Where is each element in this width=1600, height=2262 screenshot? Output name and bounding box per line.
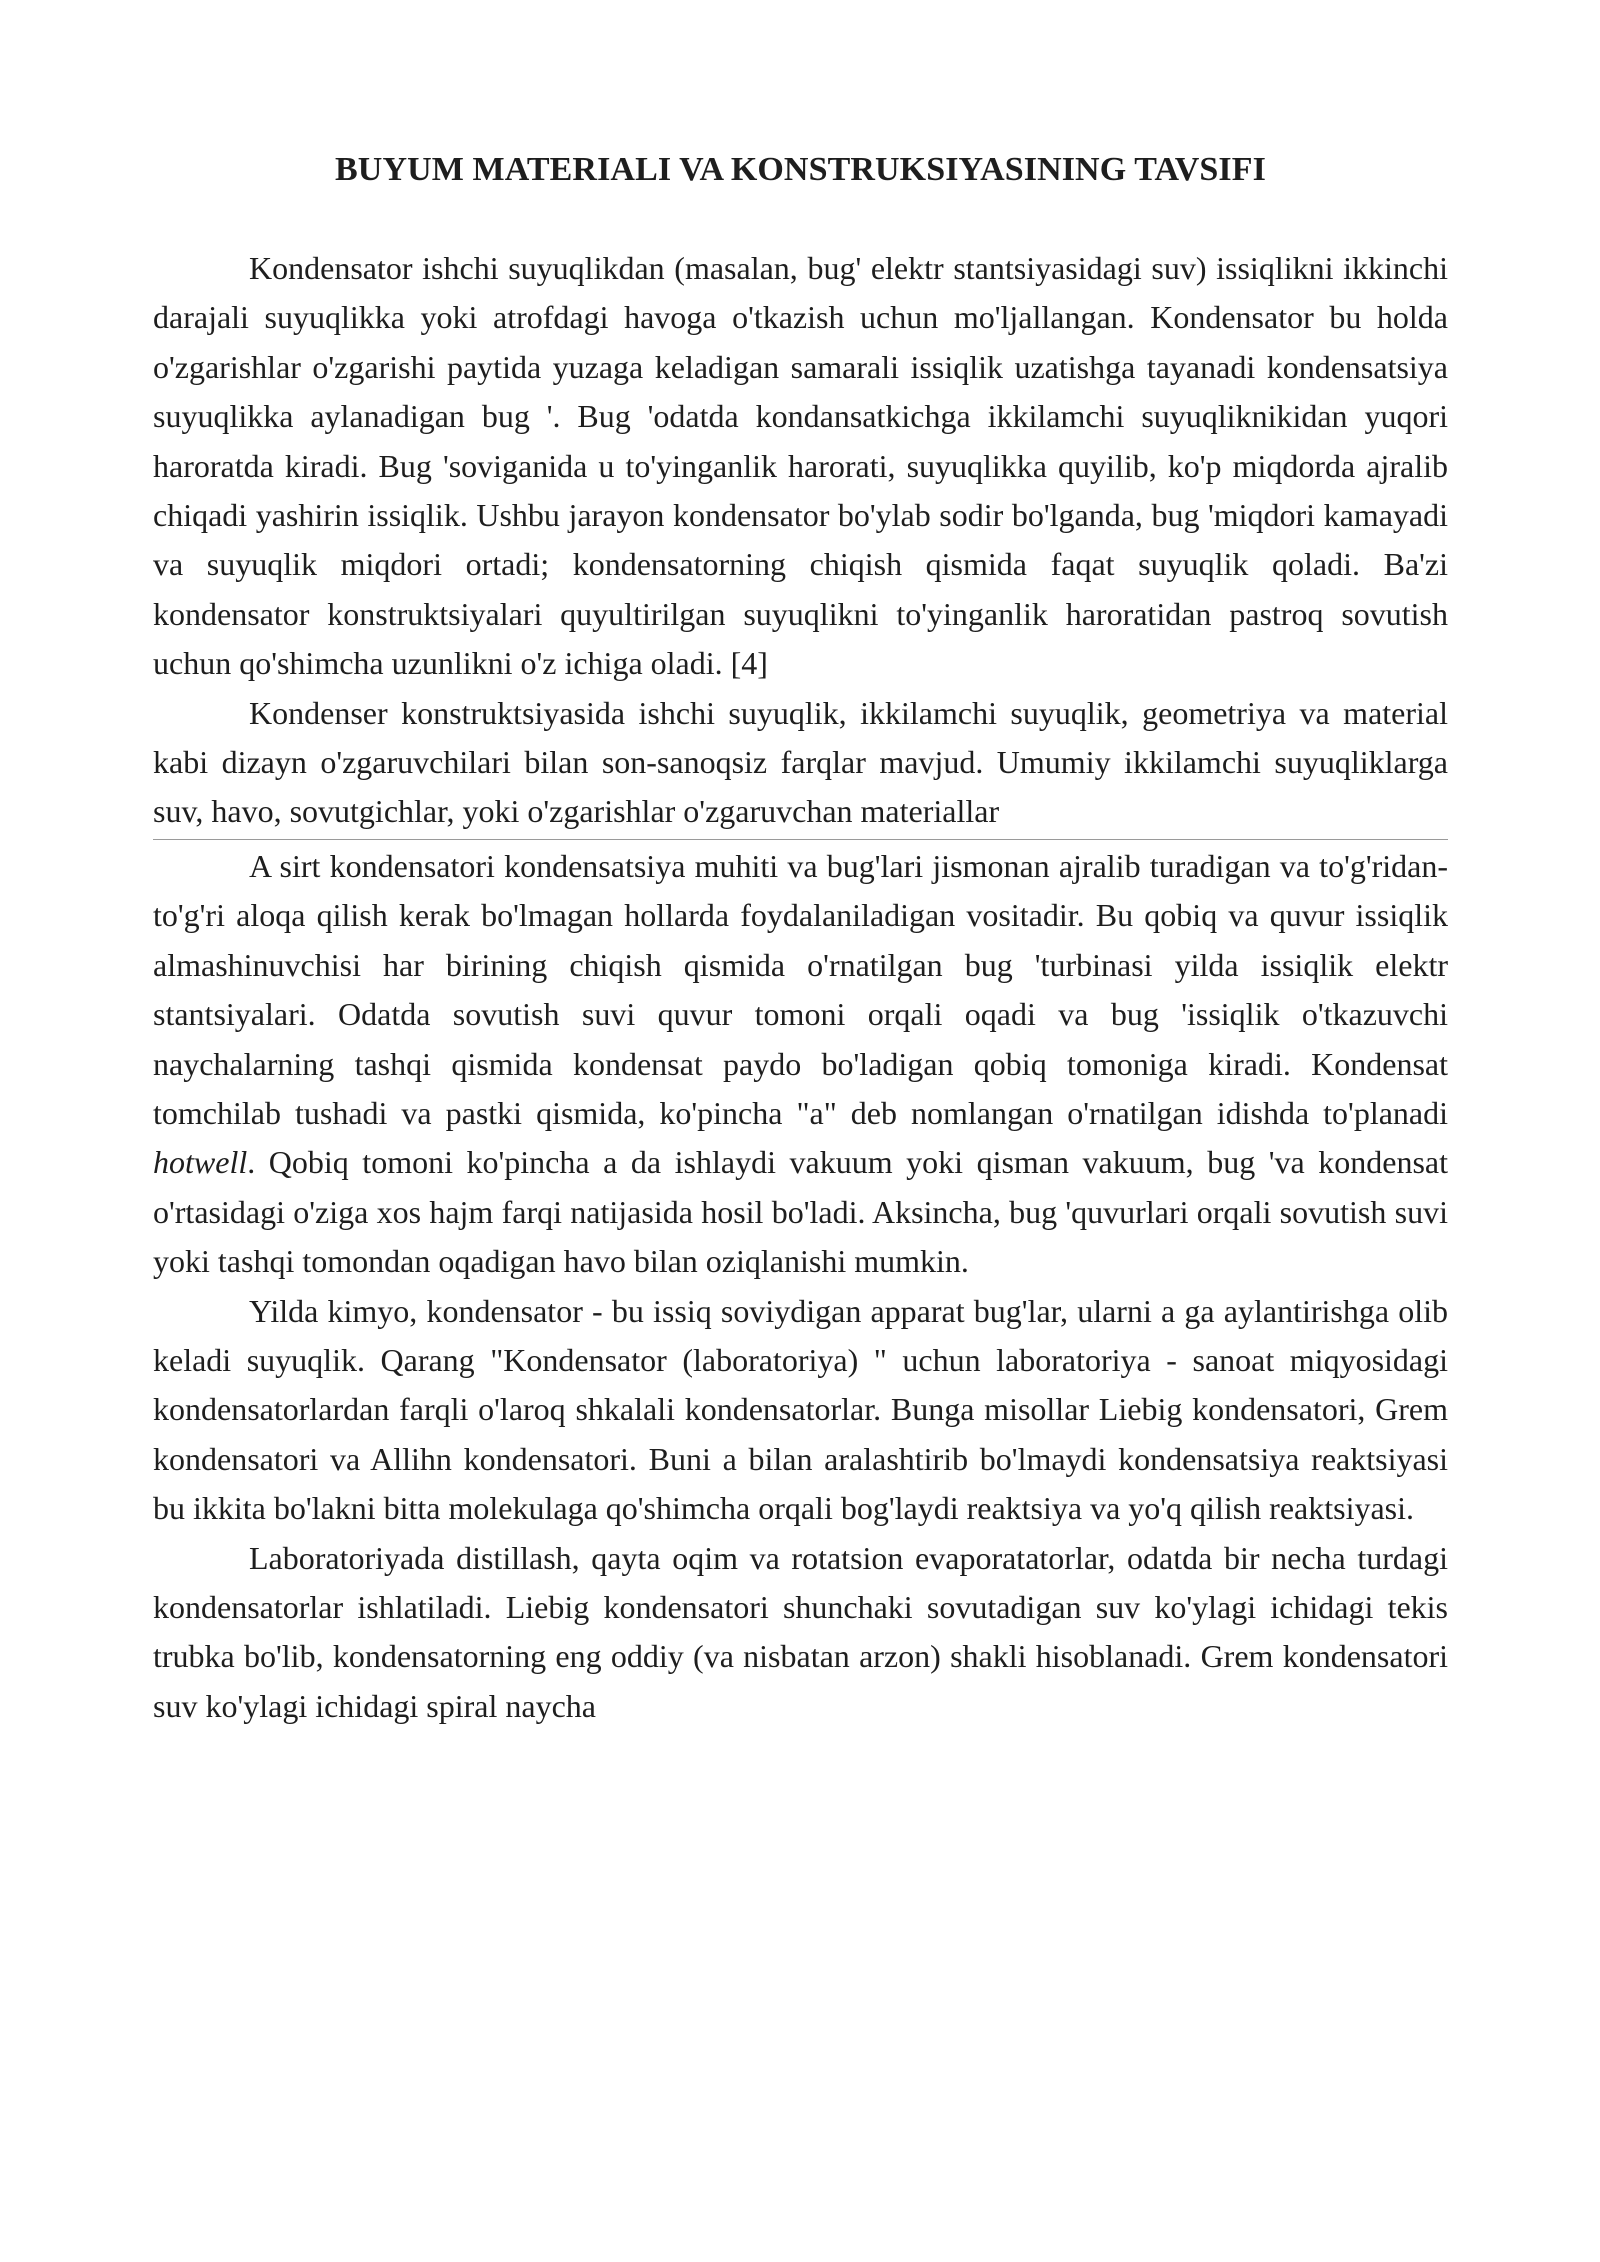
- paragraph-condenser-intro: Kondensator ishchi suyuqlikdan (masalan, bug' elektr stantsiyasidagi suv) issiqlikni ikkinchi darajali suyuqlikka yoki atrofdagi havoga o'tkazish uchun mo'ljallangan. Kondensator bu holda o'zgarishlar o'zgarishi paytida yuzaga keladigan samarali issiqlik uzatishga tayanadi kondensatsiya suyuqlikka aylanadigan bug '. Bug 'odatda kondansatkichga ikkilamchi suyuqliknikidan yuqori haroratda kiradi. Bug 'soviganida u to'yinganlik harorati, suyuqlikka quyilib, ko'p miqdorda ajralib chiqadi yashirin issiqlik. Ushbu jarayon kondensator bo'ylab sodir bo'lganda, bug 'miqdori kamayadi va suyuqlik miqdori ortadi; kondensatorning chiqish qismida faqat suyuqlik qoladi. Ba'zi kondensator konstruktsiyalari quyultirilgan suyuqlikni to'yinganlik haroratidan pastroq sovutish uchun qo'shimcha uzunlikni o'z ichiga oladi. [4]: [153, 250, 1448, 682]
- paragraph-laboratory-condensers: Laboratoriyada distillash, qayta oqim va rotatsion evaporatatorlar, odatda bir necha turdagi kondensatorlar ishlatiladi. Liebig kondensatori shunchaki sovutadigan suv ko'ylagi ichidagi tekis trubka bo'lib, kondensatorning eng oddiy (va nisbatan arzon) shakli hisoblanadi. Grem kondensatori suv ko'ylagi ichidagi spiral naycha: [153, 1539, 1448, 1724]
- document-page: [153, 148, 1448, 1731]
- section-divider: [153, 839, 1448, 840]
- surface-condenser-text-start: A sirt kondensatori kondensatsiya muhiti va bug'lari jismonan ajralib turadigan va to'g'ridan-to'g'ri aloqa qilish kerak bo'lmagan hollarda foydalaniladigan vositadir. Bu qobiq va quvur issiqlik almashinuvchisi har birining chiqish qismida o'rnatilgan bug 'turbinasi yilda issiqlik elektr stantsiyalari. Odatda sovutish suvi quvur tomoni orqali oqadi va bug 'issiqlik o'tkazuvchi naychalarning tashqi qismida kondensat paydo bo'ladigan qobiq tomoniga kiradi. Kondensat tomchilab tushadi va pastki qismida, ko'pincha "a" deb nomlangan o'rnatilgan idishda to'planadi: [153, 847, 1448, 1131]
- hotwell-term: hotwell: [153, 1144, 248, 1181]
- document-title: BUYUM MATERIALI VA KONSTRUKSIYASINING TAVSIFI: [335, 151, 1266, 188]
- paragraph-surface-condenser: [153, 842, 1448, 1287]
- paragraph-condenser-design: Kondenser konstruktsiyasida ishchi suyuqlik, ikkilamchi suyuqlik, geometriya va material kabi dizayn o'zgaruvchilari bilan son-sanoqsiz farqlar mavjud. Umumiy ikkilamchi suyuqliklarga suv, havo, sovutgichlar, yoki o'zgarishlar o'zgaruvchan materiallar: [153, 694, 1448, 830]
- paragraph-chemistry-condenser: Yilda kimyo, kondensator - bu issiq soviydigan apparat bug'lar, ularni a ga aylantirishga olib keladi suyuqlik. Qarang "Kondensator (laboratoriya) " uchun laboratoriya - sanoat miqyosidagi kondensatorlardan farqli o'laroq shkalali kondensatorlar. Bunga misollar Liebig kondensatori, Grem kondensatori va Allihn kondensatori. Buni a bilan aralashtirib bo'lmaydi kondensatsiya reaktsiyasi bu ikkita bo'lakni bitta molekulaga qo'shimcha orqali bog'laydi reaktsiya va yo'q qilish reaktsiyasi.: [153, 1292, 1448, 1527]
- surface-condenser-text-end: . Qobiq tomoni ko'pincha a da ishlaydi vakuum yoki qisman vakuum, bug 'va kondensat o'rtasidagi o'ziga xos hajm farqi natijasida hosil bo'ladi. Aksincha, bug 'quvurlari orqali sovutish suvi yoki tashqi tomondan oqadigan havo bilan oziqlanishi mumkin.: [153, 1144, 1448, 1280]
